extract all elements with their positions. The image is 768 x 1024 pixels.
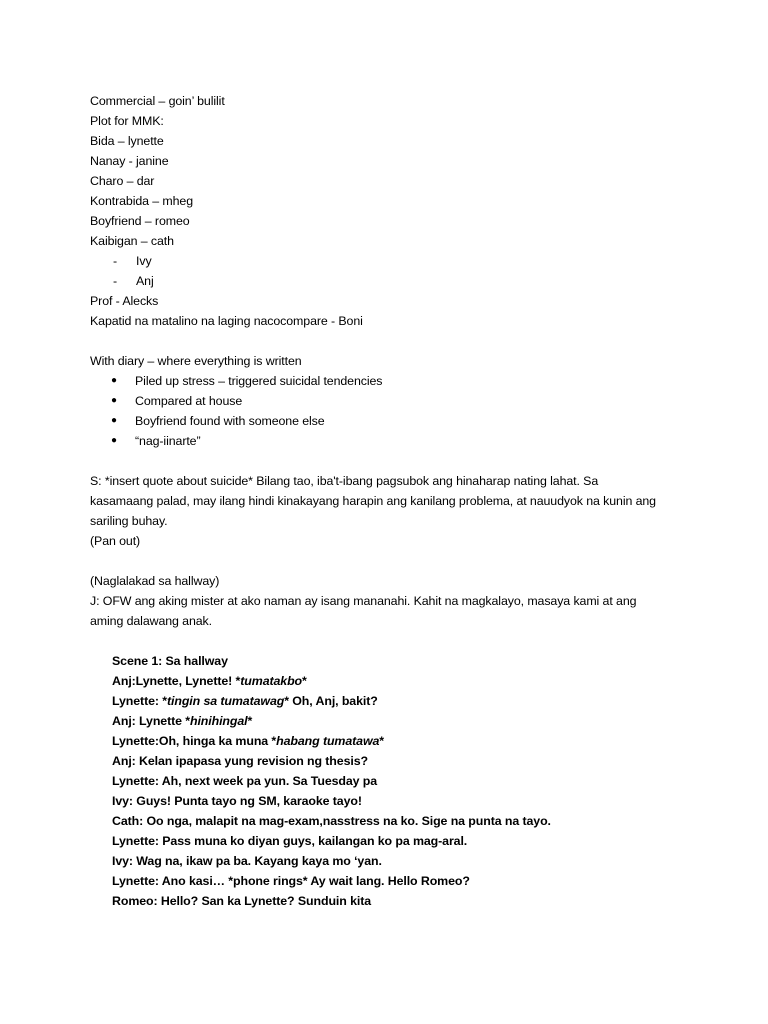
dialogue-line: Cath: Oo nga, malapit na mag-exam,nasstress na ko. Sige na punta na tayo.: [112, 814, 551, 828]
cast-sub-item: [90, 271, 690, 291]
dialogue-line: Lynette: Ah, next week pa yun. Sa Tuesday pa: [112, 774, 378, 788]
dialogue-text: *: [247, 714, 253, 728]
bullet-item: [90, 371, 690, 391]
cast-charo: Charo – dar: [90, 174, 155, 188]
blank-line: [90, 551, 690, 571]
narrator-line: S: *insert quote about suicide* Bilang tao, iba't-ibang pagsubok ang hinaharap nating lahat. Sa: [90, 474, 599, 488]
bullet-icon: ●: [111, 395, 117, 406]
dialogue-line: [112, 731, 690, 751]
cast-sub-ivy: Ivy: [136, 254, 152, 268]
dialogue-text: Lynette:Oh, hinga ka muna *: [112, 734, 277, 748]
dialogue-text: * Oh, Anj, bakit?: [284, 694, 378, 708]
dialogue-text: *: [379, 734, 385, 748]
dialogue-line: [112, 711, 690, 731]
scene-title: Scene 1: Sa hallway: [112, 654, 228, 668]
bullet-item: [90, 391, 690, 411]
blank-line: [90, 451, 690, 471]
dialogue-line: Lynette: Pass muna ko diyan guys, kailangan ko pa mag-aral.: [112, 834, 468, 848]
narrator-line: sariling buhay.: [90, 514, 168, 528]
dialogue-text: Anj:Lynette, Lynette! *: [112, 674, 241, 688]
stage-direction: (Pan out): [90, 534, 141, 548]
cast-kapatid: Kapatid na matalino na laging nacocompare - Boni: [90, 314, 363, 328]
action-text: habang tumatawa: [276, 734, 380, 748]
dialogue-line: Anj: Kelan ipapasa yung revision ng thesis?: [112, 754, 368, 768]
stage-direction: (Naglalakad sa hallway): [90, 574, 220, 588]
dialogue-line: Ivy: Wag na, ikaw pa ba. Kayang kaya mo ‘yan.: [112, 854, 382, 868]
dialogue-line: Ivy: Guys! Punta tayo ng SM, karaoke tayo!: [112, 794, 362, 808]
cast-sub-item: [90, 251, 690, 271]
action-text: tumatakbo: [240, 674, 303, 688]
janine-line: aming dalawang anak.: [90, 614, 212, 628]
narrator-line: kasamaang palad, may ilang hindi kinakayang harapin ang kanilang problema, at nauudyok na kunin ang: [90, 494, 656, 508]
diary-intro: With diary – where everything is written: [90, 354, 302, 368]
action-text: hinihingal: [190, 714, 248, 728]
cast-bida: Bida – lynette: [90, 134, 164, 148]
plot-heading: Plot for MMK:: [90, 114, 164, 128]
action-text: tingin sa tumatawag: [167, 694, 285, 708]
bullet-text: “nag-iinarte”: [135, 434, 201, 448]
cast-boyfriend: Boyfriend – romeo: [90, 214, 190, 228]
bullet-icon: ●: [111, 435, 117, 446]
dialogue-line: [112, 671, 690, 691]
dialogue-line: Lynette: Ano kasi… *phone rings* Ay wait lang. Hello Romeo?: [112, 874, 470, 888]
cast-kontrabida: Kontrabida – mheg: [90, 194, 194, 208]
dash-marker: -: [113, 254, 118, 268]
document-body: [90, 91, 690, 911]
dialogue-text: *: [302, 674, 307, 688]
blank-line: [90, 631, 690, 651]
blank-line: [90, 331, 690, 351]
bullet-text: Boyfriend found with someone else: [135, 414, 325, 428]
dash-marker: -: [113, 274, 118, 288]
cast-kaibigan: Kaibigan – cath: [90, 234, 174, 248]
bullet-text: Compared at house: [135, 394, 243, 408]
dialogue-line: [112, 691, 690, 711]
janine-line: J: OFW ang aking mister at ako naman ay isang mananahi. Kahit na magkalayo, masaya kami at ang: [90, 594, 637, 608]
scene-block: [90, 651, 690, 911]
dialogue-line: Romeo: Hello? San ka Lynette? Sunduin kita: [112, 894, 372, 908]
commercial-line: Commercial – goin’ bulilit: [90, 94, 225, 108]
cast-sub-anj: Anj: [136, 274, 154, 288]
cast-prof: Prof - Alecks: [90, 294, 159, 308]
dialogue-text: Anj: Lynette *: [112, 714, 190, 728]
bullet-icon: ●: [111, 375, 117, 386]
bullet-icon: ●: [111, 415, 117, 426]
bullet-item: [90, 411, 690, 431]
bullet-item: [90, 431, 690, 451]
cast-nanay: Nanay - janine: [90, 154, 169, 168]
dialogue-text: Lynette: *: [112, 694, 167, 708]
bullet-text: Piled up stress – triggered suicidal tendencies: [135, 374, 383, 388]
